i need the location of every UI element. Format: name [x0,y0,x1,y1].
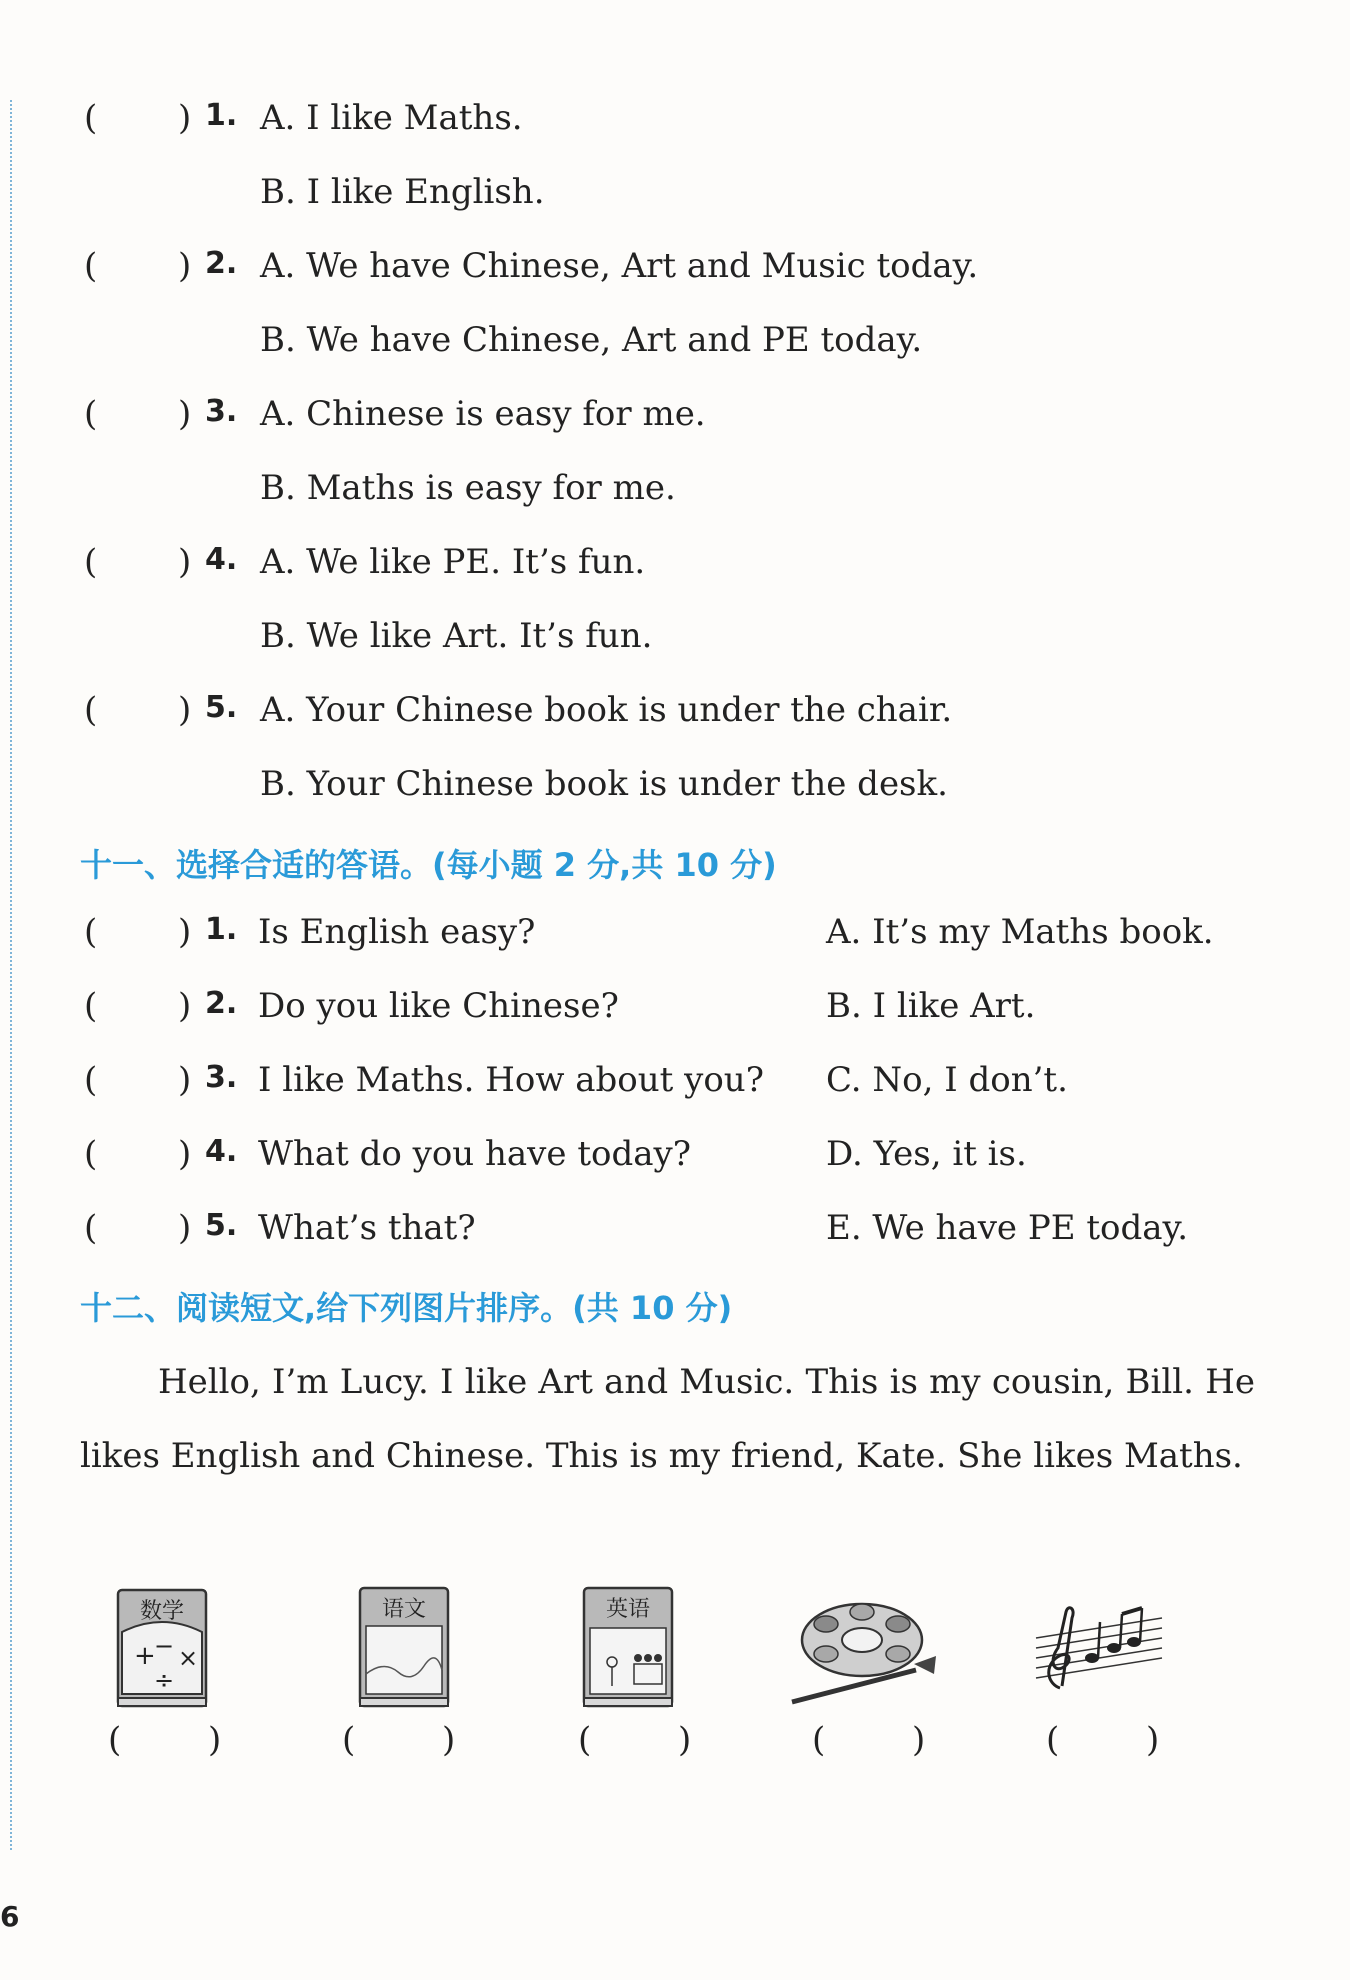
option-b: B. Maths is easy for me. [260,468,676,508]
svg-text:×: × [178,1644,199,1672]
question-text: I like Maths. How about you? [258,1060,764,1100]
picture-answer-blank[interactable]: ( ) [108,1720,222,1760]
answer-option: C. No, I don’t. [826,1060,1068,1100]
item-number: 4. [205,1134,238,1169]
picture-answer-blank[interactable]: ( ) [342,1720,456,1760]
chinese-book-icon [354,1582,454,1716]
answer-option: E. We have PE today. [826,1208,1189,1248]
option-a: A. I like Maths. [260,98,523,138]
option-a: A. We like PE. It’s fun. [260,542,646,582]
section-11-title: 十一、选择合适的答语。(每小题 2 分,共 10 分) [80,846,777,884]
passage-text: Hello, I’m Lucy. I like Art and Music. This is my cousin, Bill. He likes English and Chinese. This is my friend, Kate. She likes Maths. [80,1362,1255,1476]
svg-text:−: − [154,1632,175,1660]
item-number: 1. [205,98,238,133]
svg-text:÷: ÷ [154,1666,175,1694]
picture-answer-blank[interactable]: ( ) [812,1720,926,1760]
item-number: 5. [205,1208,238,1243]
item-number: 4. [205,542,238,577]
option-b: B. We like Art. It’s fun. [260,616,653,656]
question-text: Do you like Chinese? [258,986,619,1026]
option-a: A. Your Chinese book is under the chair. [260,690,953,730]
option-b: B. We have Chinese, Art and PE today. [260,320,923,360]
question-text: What’s that? [258,1208,476,1248]
option-a: A. We have Chinese, Art and Music today. [260,246,979,286]
page-number: 6 [0,1900,20,1933]
english-book-icon [578,1582,678,1716]
svg-text:数学: 数学 [139,1599,185,1624]
svg-text:英语: 英语 [605,1597,651,1622]
reading-passage [80,1345,1255,1493]
art-palette-icon [786,1590,946,1714]
question-text: What do you have today? [258,1134,691,1174]
picture-answer-blank[interactable]: ( ) [1046,1720,1160,1760]
option-a: A. Chinese is easy for me. [260,394,706,434]
item-number: 2. [205,986,238,1021]
item-number: 5. [205,690,238,725]
item-number: 1. [205,912,238,947]
answer-option: D. Yes, it is. [826,1134,1027,1174]
section-12-title: 十二、阅读短文,给下列图片排序。(共 10 分) [80,1289,733,1327]
question-text: Is English easy? [258,912,536,952]
svg-text:语文: 语文 [381,1597,427,1622]
picture-answer-blank[interactable]: ( ) [578,1720,692,1760]
item-number: 3. [205,394,238,429]
option-b: B. Your Chinese book is under the desk. [260,764,948,804]
item-number: 2. [205,246,238,281]
option-b: B. I like English. [260,172,545,212]
item-number: 3. [205,1060,238,1095]
music-notes-icon [1030,1598,1170,1702]
answer-option: B. I like Art. [826,986,1036,1026]
maths-book-icon [112,1582,212,1716]
svg-text:+: + [134,1641,156,1671]
answer-option: A. It’s my Maths book. [826,912,1214,952]
margin-dotted-line [10,100,12,1850]
